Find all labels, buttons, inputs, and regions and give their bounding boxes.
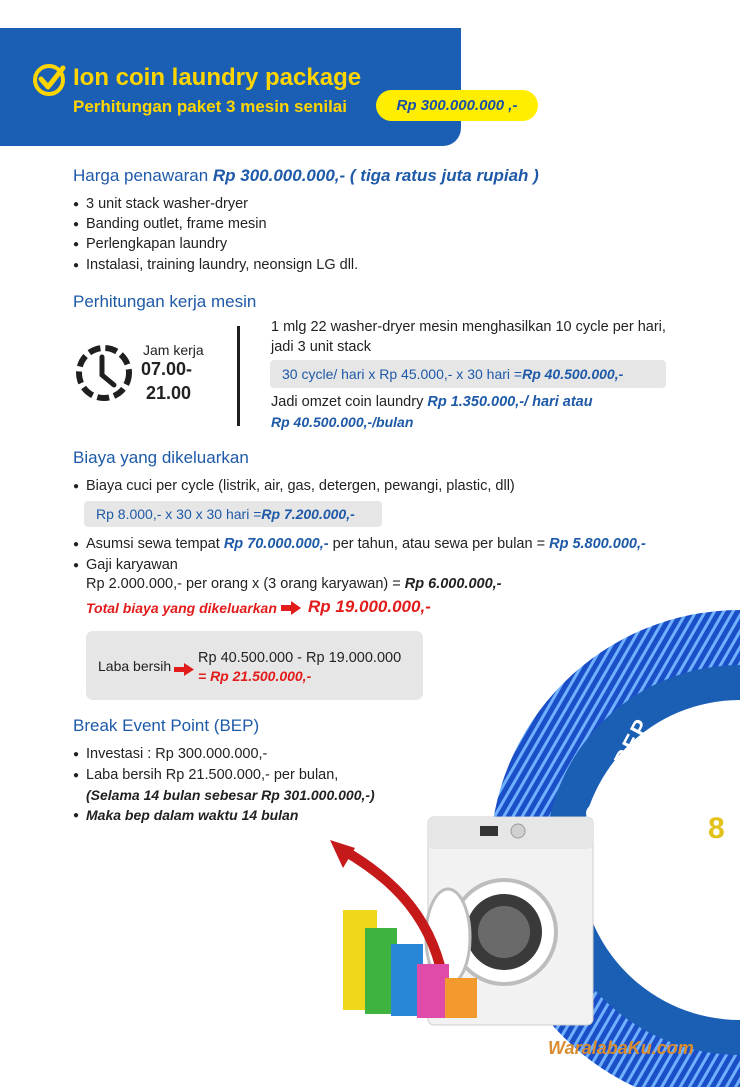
page-number: 8 — [708, 812, 725, 845]
bep-item-investment: ● Investasi : Rp 300.000.000,- — [86, 746, 267, 762]
rent-mid: per tahun, atau sewa per bulan = — [328, 536, 550, 552]
hours-label: Jam kerja — [143, 342, 204, 358]
arrow-right-icon — [174, 663, 194, 676]
cycle-formula — [270, 360, 666, 388]
cycle-cost-text: Rp 8.000,- x 30 x 30 hari = — [96, 506, 262, 522]
bep-note: (Selama 14 bulan sebesar Rp 301.000.000,-) — [86, 787, 375, 803]
section-label: BEP — [608, 713, 655, 771]
clock-icon — [74, 339, 134, 405]
arrow-right-icon — [281, 601, 301, 615]
cost-item-rent — [86, 536, 646, 552]
page-title: Ion coin laundry package — [73, 64, 362, 91]
growth-chart-illustration — [325, 840, 505, 1020]
offer-item: ● Perlengkapan laundry — [86, 236, 227, 252]
omzet-line — [271, 394, 593, 410]
salary-prefix: Rp 2.000.000,- per orang x (3 orang karyawan) = — [86, 576, 405, 592]
offer-heading-price: Rp 300.000.000,- ( tiga ratus juta rupiah ) — [212, 166, 539, 185]
omzet-prefix: Jadi omzet coin laundry — [271, 394, 428, 410]
cycle-cost-formula — [84, 501, 382, 527]
omzet-monthly: Rp 40.500.000,-/bulan — [271, 414, 414, 430]
offer-item: ● Instalasi, training laundry, neonsign LG dll. — [86, 257, 358, 273]
cycle-formula-text: 30 cycle/ hari x Rp 45.000,- x 30 hari = — [282, 366, 523, 382]
hours-end: 21.00 — [146, 383, 192, 403]
price-badge: Rp 300.000.000 ,- — [376, 90, 538, 121]
page-subtitle: Perhitungan paket 3 mesin senilai — [73, 97, 347, 116]
vertical-divider — [237, 326, 240, 426]
work-heading: Perhitungan kerja mesin — [73, 292, 257, 311]
bep-item-profit: ● Laba bersih Rp 21.500.000,- per bulan, — [86, 767, 338, 783]
cost-item-cycle: ● Biaya cuci per cycle (listrik, air, gas, detergen, pewangi, plastic, dll) — [86, 478, 515, 494]
hours-start: 07.00- — [141, 359, 193, 379]
total-cost-value: Rp 19.000.000,- — [308, 597, 431, 616]
bep-heading: Break Event Point (BEP) — [73, 716, 260, 735]
work-line-1: 1 mlg 22 washer-dryer mesin menghasilkan 10 cycle per hari, — [271, 319, 666, 335]
rent-year: Rp 70.000.000,- — [223, 536, 329, 552]
offer-heading — [73, 166, 539, 186]
offer-item: ● Banding outlet, frame mesin — [86, 216, 267, 232]
salary-calc — [86, 576, 502, 592]
cycle-cost-result: Rp 7.200.000,- — [261, 506, 355, 522]
total-cost-label: Total biaya yang dikeluarkan — [86, 600, 277, 616]
rent-month: Rp 5.800.000,- — [549, 536, 646, 552]
cycle-formula-result: Rp 40.500.000,- — [522, 366, 624, 382]
bep-item-result: ● Maka bep dalam waktu 14 bulan — [86, 807, 298, 823]
profit-label: Laba bersih — [98, 658, 172, 674]
profit-calc: Rp 40.500.000 - Rp 19.000.000 — [198, 650, 402, 666]
offer-item: ● 3 unit stack washer-dryer — [86, 196, 248, 212]
offer-heading-prefix: Harga penawaran — [73, 166, 213, 185]
profit-result: = Rp 21.500.000,- — [198, 668, 312, 684]
rent-prefix: Asumsi sewa tempat — [86, 536, 224, 552]
cost-item-salary: ● Gaji karyawan — [86, 557, 178, 573]
check-circle-icon — [32, 63, 66, 97]
watermark-logo: WaralabaKu.com — [548, 1038, 694, 1058]
salary-total: Rp 6.000.000,- — [404, 576, 502, 592]
costs-heading: Biaya yang dikeluarkan — [73, 448, 249, 467]
work-line-2: jadi 3 unit stack — [271, 339, 371, 355]
omzet-daily: Rp 1.350.000,-/ hari atau — [427, 394, 593, 410]
